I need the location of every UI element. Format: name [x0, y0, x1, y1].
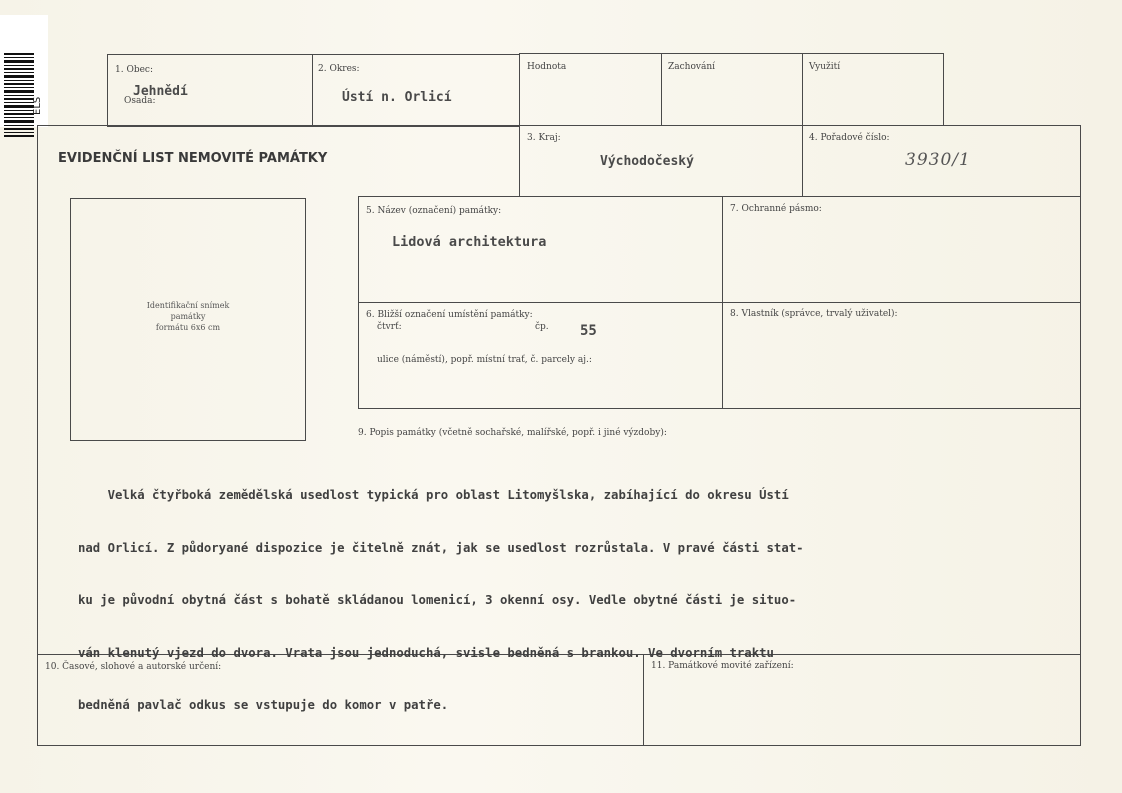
kraj-value: Východočeský: [600, 154, 694, 169]
osada-label: Osada:: [124, 96, 156, 106]
description-line: Velká čtyřboká zemědělská usedlost typická pro oblast Litomyšlska, zabíhající do okresu Ústí: [78, 488, 789, 502]
cp-label: čp.: [535, 322, 549, 332]
poradove-label: 4. Pořadové číslo:: [809, 133, 890, 143]
ulice-label: ulice (náměstí), popř. místní trať, č. parcely aj.:: [377, 355, 592, 365]
vlastnik-label: 8. Vlastník (správce, trvalý uživatel):: [730, 309, 898, 319]
barcode-icon: [4, 53, 34, 137]
zachovani-label: Zachování: [668, 62, 715, 72]
description-line: ván klenutý vjezd do dvora. Vrata jsou jednoduchá, svisle bedněná s brankou. Ve dvorním traktu: [78, 645, 774, 660]
nazev-value: Lidová architektura: [392, 234, 547, 250]
form-title: EVIDENČNÍ LIST NEMOVITÉ PAMÁTKY: [58, 151, 328, 166]
popis-label: 9. Popis památky (včetně sochařské, malířské, popř. i jiné výzdoby):: [358, 428, 667, 438]
kraj-label: 3. Kraj:: [527, 133, 561, 143]
obec-value: Jehnědí: [133, 84, 188, 99]
description-line: nad Orlicí. Z půdoryané dispozice je čitelně znát, jak se usedlost rozrůstala. V pravé části stat-: [78, 540, 804, 555]
description-line: ku je původní obytná část s bohatě skládanou lomenicí, 3 okenní osy. Vedle obytné části je situo-: [78, 593, 797, 607]
obec-label: 1. Obec:: [115, 65, 153, 75]
okres-value: Ústí n. Orlicí: [342, 90, 452, 105]
cp-value: 55: [580, 323, 597, 339]
movite-label: 11. Památkové movité zařízení:: [651, 661, 794, 671]
photo-line: Identifikační snímek: [146, 301, 230, 310]
ctvrt-label: čtvrť:: [377, 322, 402, 332]
nazev-label: 5. Název (označení) památky:: [366, 206, 502, 216]
photo-line: formátu 6x6 cm: [155, 323, 221, 332]
description-text: [78, 452, 1038, 750]
hodnota-label: Hodnota: [527, 62, 567, 72]
umisteni-label: 6. Bližší označení umístění památky:: [366, 310, 533, 320]
casove-label: 10. Časové, slohové a autorské určení:: [45, 662, 222, 672]
description-line: bedněná pavlač odkus se vstupuje do komor v patře.: [78, 698, 449, 712]
els-tag-text: ELS: [32, 96, 43, 115]
els-label-tag: [0, 15, 48, 127]
photo-placeholder-text: [72, 300, 304, 333]
photo-line: památky: [170, 312, 206, 321]
poradove-value: 3930/1: [905, 150, 971, 170]
vyuziti-label: Využití: [809, 62, 841, 72]
okres-label: 2. Okres:: [318, 64, 360, 74]
pasmo-label: 7. Ochranné pásmo:: [730, 204, 822, 214]
